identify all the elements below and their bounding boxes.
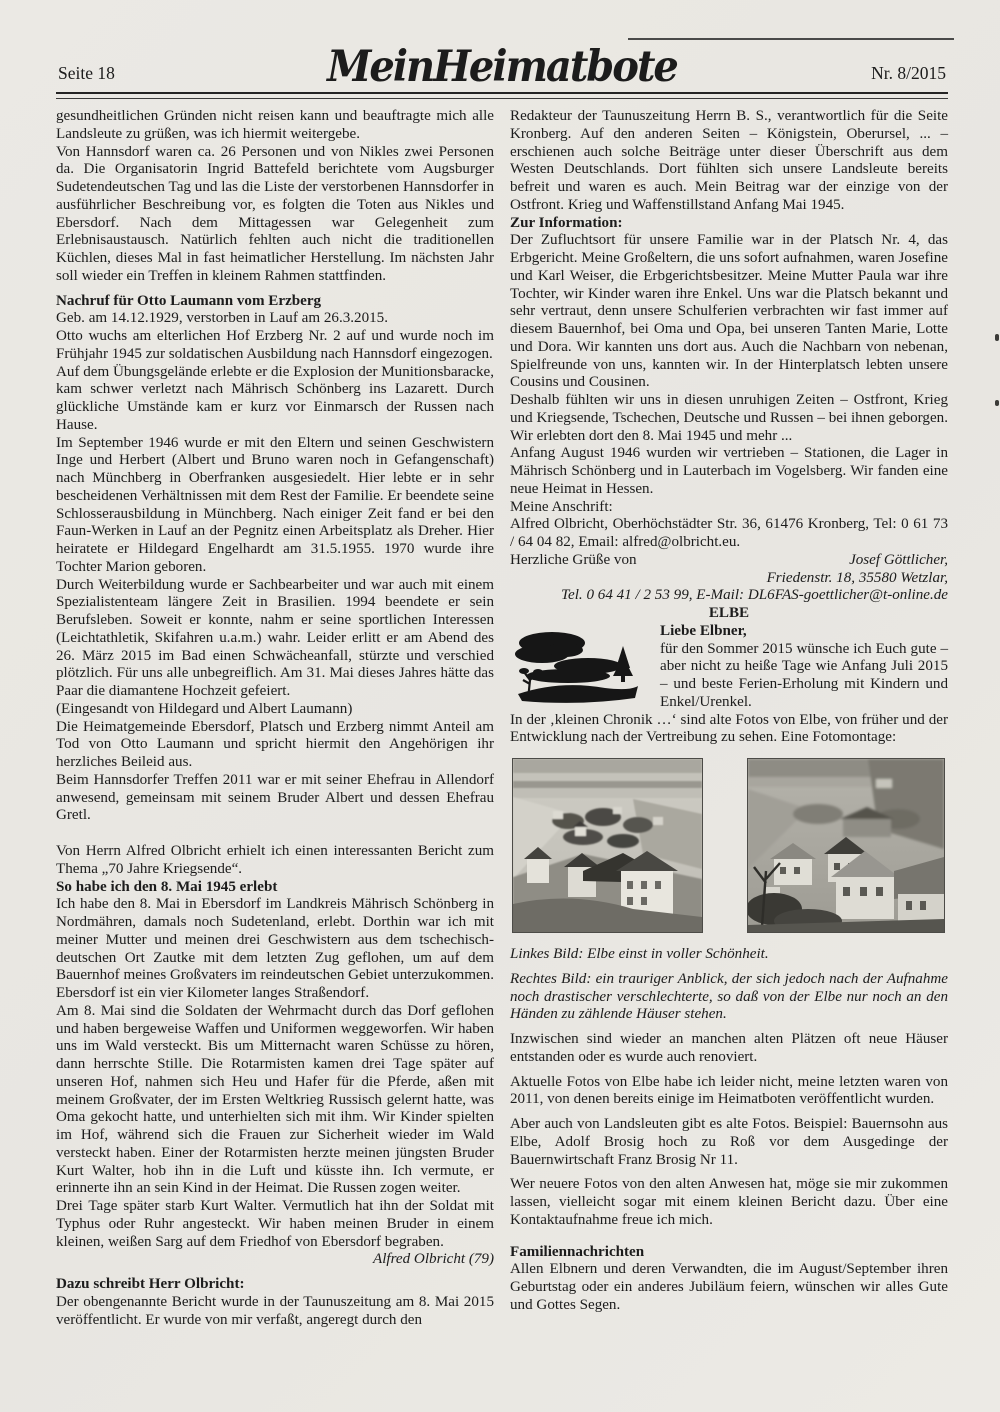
editor-signature: Josef Göttlicher,: [849, 551, 948, 568]
tree-illustration: [510, 628, 647, 706]
paragraph: (Eingesandt von Hildegard und Albert Laumann): [56, 700, 353, 717]
section-heading-mai1945: So habe ich den 8. Mai 1945 erlebt: [56, 878, 278, 895]
masthead-title: MeinHeimatbote: [327, 41, 677, 92]
paragraph: Redakteur der Taunuszeitung Herrn B. S., verantwortlich für die Seite Kronberg. Auf den anderen Seiten – Königstein, Oberursel, ... – erschienen auch solche Beiträge unter dieser Überschrift aus dem Westen Deutschlands. Dort fühlten sich unsere Landsleute bereits befreit und waren es auch. Mein Beitrag war der einzige von der Ostfront. Krieg und Waffenstillstand Anfang Mai 1945.: [510, 108, 948, 213]
photo-caption-right: Rechtes Bild: ein trauriger Anblick, der sich jedoch nach der Aufnahme noch drastischer verschlechterte, so daß von der Elbe nur noch an den Händen zu zählende Häuser stehen.: [510, 970, 948, 1023]
page-header: [56, 30, 948, 92]
scan-speck: [995, 334, 999, 341]
salutation: Liebe Elbner,: [660, 622, 747, 639]
paragraph: Meine Anschrift:: [510, 498, 613, 515]
paragraph: In der ‚kleinen Chronik …‘ sind alte Fotos von Elbe, von früher und der Entwicklung nach der Vertreibung zu sehen. Eine Fotomontage:: [510, 711, 948, 746]
paragraph: Durch Weiterbildung wurde er Sachbearbeiter und war auch mit einem Spezialistenteam längere Zeit in Brasilien. 1994 beendete er sein Berufsleben. Soweit er konnte, nahm er seine sportlichen Interessen (Leichtathletik, Skifahren u.a.m.) wahr. Leider erlitt er am Abend des 26. März 2015 im Bad einen Schwächeanfall, stürzte und verschied plötzlich. Für uns alle unbegreiflich. Am 31. Mai dieses Jahres hätte das Paar die diamantene Hochzeit gefeiert.: [56, 576, 494, 699]
paragraph: Der obengenannte Bericht wurde in der Taunuszeitung am 8. Mai 2015 veröffentlicht. Er wurde von mir verfaßt, angeregt durch den: [56, 1293, 494, 1328]
paragraph: Aber auch von Landsleuten gibt es alte Fotos. Beispiel: Bauernsohn aus Elbe, Adolf Brosig hoch zu Roß vor dem Ausgedinge der Bauernwirtschaft Franz Brosig Nr 11.: [510, 1116, 948, 1168]
paragraph: Ich habe den 8. Mai in Ebersdorf im Landkreis Mährisch Schönberg in Nordmähren, damals noch Sudetenland, erlebt. Dorthin war ich mit meiner Mutter und meinen drei Geschwistern aus dem tschechisch-deutschen Ort Zautke mit dem letzten Zug geflohen, um auf dem Bauernhof meines Großvaters im reindeutschen Gebiet unterzukommen. Ebersdorf ist ein vier Kilometer langes Straßendorf.: [56, 896, 494, 1001]
paragraph: Von Hannsdorf waren ca. 26 Personen und von Nikles zwei Personen da. Die Organisatorin Ingrid Battefeld berichtete vom Augsburger Sudetendeutschen Tag und las die Liste der verstorbenen Hannsdorfer in ausführlicher Beschreibung vor, es folgten die Toten aus Nikles und Ebersdorf. Nach dem Mittagessen war Gelegenheit zum Erlebnisaustausch. Natürlich fehlten auch nicht die traditionellen Küchlen, dieses Mal in fast heimatlicher Herstellung. Im nächsten Jahr soll wieder ein Treffen in kleinem Rahmen stattfinden.: [56, 143, 494, 284]
paragraph: Beim Hannsdorfer Treffen 2011 war er mit seiner Ehefrau in Allendorf anwesend, gemeinsam mit seinem Bruder Albert und dessen Ehefrau Gretl.: [56, 771, 494, 824]
header-rule: [56, 92, 948, 99]
paragraph: Inzwischen sind wieder an manchen alten Plätzen oft neue Häuser entstanden oder es wurde auch renoviert.: [510, 1031, 948, 1065]
section-heading-familiennachrichten: Familiennachrichten: [510, 1243, 645, 1260]
section-heading-elbe: ELBE: [708, 605, 750, 621]
section-heading-dazu: Dazu schreibt Herr Olbricht:: [56, 1276, 245, 1292]
issue-number: Nr. 8/2015: [871, 63, 946, 83]
paragraph: Von Herrn Alfred Olbricht erhielt ich einen interessanten Bericht zum Thema „70 Jahre Kriegsende“.: [56, 843, 494, 877]
paragraph: Am 8. Mai sind die Soldaten der Wehrmacht durch das Dorf geflohen und haben bergeweise Waffen und Uniformen weggeworfen. Wir haben uns im Wald versteckt. Bis um Mitternacht waren Schüsse zu hören, dann herrschte Stille. Die Rotarmisten kamen drei Tage später auf unseren Hof, nahmen sich Heu und Hafer für die Pferde, aßen mit meinem Großvater, der im Ersten Weltkrieg Russisch gelernt hatte, was Oma gekocht hatte, und unterhielten sich mit ihm. Wir Kinder spielten im Hof, während sich die Frauen zur Sicherheit wieder im Wald versteckt haben. Einer der Rotarmisten herzte meinen jüngsten Bruder Kurt Walter, hob ihn in die Luft und küsste ihn. Ich vermute, er erinnerte ihn an sein Kind in der Heimat. Die Russen zogen weiter.: [56, 1002, 494, 1197]
paragraph: Die Heimatgemeinde Ebersdorf, Platsch und Erzberg nimmt Anteil am Tod von Otto Laumann und spricht hiermit den Angehörigen ihr herzliches Beileid aus.: [56, 718, 494, 770]
paragraph: Allen Elbnern und deren Verwandten, die im August/September ihren Geburtstag oder ein anderes Jubiläum feiern, wünschen wir alles Gute und Gottes Segen.: [510, 1261, 948, 1313]
article-columns: [56, 108, 948, 1329]
paragraph: Otto wuchs am elterlichen Hof Erzberg Nr. 2 auf und wurde noch im Frühjahr 1945 zur soldatischen Ausbildung nach Hannsdorf eingezogen.: [56, 328, 494, 362]
right-column: [510, 108, 948, 1329]
closing-line: [510, 552, 948, 570]
paragraph: Wer neuere Fotos von den alten Anwesen hat, möge sie mir zukommen lassen, vielleicht sogar mit einem kleinen Bericht dazu. Über eine Kontaktaufnahme freue ich mich.: [510, 1176, 948, 1228]
paragraph: Im September 1946 wurde er mit den Eltern und seinen Geschwistern Inge und Herbert (Albert und Bruno waren noch in Gefangenschaft) nach Münchberg in Oberfranken ausgesiedelt. Hier lebte er in sehr bescheidenen Verhältnissen mit dem Rest der Familie. Er beendete seine Schlosserausbildung in Münchberg. Nach einiger Zeit fand er bei den Faun-Werken in Lauf an der Pegnitz einen Arbeitsplatz als Dreher. Hier heiratete er Hildegard Engelhardt am 31.5.1955. 1970 wurde ihre Tochter Marion geboren.: [56, 434, 494, 575]
section-heading-information: Zur Information:: [510, 214, 623, 231]
page-number: Seite 18: [58, 63, 115, 83]
author-signature: Alfred Olbricht (79): [372, 1251, 494, 1268]
paragraph: für den Sommer 2015 wünsche ich Euch gute – aber nicht zu heiße Tage wie Anfang Juli 2015 – und beste Ferien-Erholung mit Kindern und Enkel/Urenkel.: [660, 640, 948, 710]
paragraph: Anfang August 1946 wurden wir vertrieben – Stationen, die Lager in Mährisch Schönberg und in Lauterbach im Vogelsberg. Wir fanden eine neue Heimat in Hessen.: [510, 445, 948, 497]
photo-caption-left: Linkes Bild: Elbe einst in voller Schönheit.: [510, 946, 769, 962]
scan-speck: [995, 400, 999, 406]
photo-right: [747, 758, 945, 933]
section-heading-nachruf: Nachruf für Otto Laumann vom Erzberg: [56, 292, 322, 309]
paragraph: gesundheitlichen Gründen nicht reisen kann und beauftragte mich alle Landsleute zu grüßen, was ich hiermit weitergebe.: [56, 108, 494, 142]
closing-text: Herzliche Grüße von: [510, 551, 637, 568]
paragraph: Alfred Olbricht, Oberhöchstädter Str. 36, 61476 Kronberg, Tel: 0 61 73 / 64 04 82, Email: alfred@olbricht.eu.: [510, 516, 948, 550]
editor-contact: Tel. 0 64 41 / 2 53 99, E-Mail: DL6FAS-goettlicher@t-online.de: [561, 587, 948, 604]
paragraph: Drei Tage später starb Kurt Walter. Vermutlich hat ihn der Soldat mit Typhus oder Ruhr angesteckt. Wir haben meinen Bruder in einem kleinen, weißen Sarg auf dem Friedhof von Ebersdorf begraben.: [56, 1198, 494, 1250]
elbe-intro-block: [510, 623, 948, 747]
paragraph: Aktuelle Fotos von Elbe habe ich leider nicht, meine letzten waren von 2011, von denen bereits einige im Heimatboten veröffentlicht wurden.: [510, 1073, 948, 1108]
paragraph: Der Zufluchtsort für unsere Familie war in der Platsch Nr. 4, das Erbgericht. Meine Großeltern, die uns sofort aufnahmen, waren Josefine und Karl Weiser, die Erbgerichtsbesitzer. Meine Mutter Paula war ihre Tochter, wir Kinder waren ihre Enkel. Uns war die Platsch bekannt und sehr vertraut, denn unsere Schulferien verbrachten wir fast immer auf diesem Bauernhof, bei Oma und Opa, bei unseren Tanten Marie, Lotte und Dora. Wir kannten uns dort aus. Auch die Nachbarn von nebenan, Spielfreunde von uns, kannten wir. In der Hinterplatsch lebten unsere Cousins und Cousinen.: [510, 232, 948, 391]
paragraph: Deshalb fühlten wir uns in diesen unruhigen Zeiten – Ostfront, Krieg und Kriegsende, Tschechen, Deutsche und Russen – bei ihnen geborgen. Wir erlebten dort den 8. Mai 1945 und mehr ...: [510, 392, 948, 444]
editor-address: Friedenstr. 18, 35580 Wetzlar,: [766, 569, 948, 586]
paragraph: Geb. am 14.12.1929, verstorben in Lauf am 26.3.2015.: [56, 310, 388, 327]
paragraph: Auf dem Übungsgelände erlebte er die Explosion der Munitionsbaracke, kam schwer verletzt nach Mährisch Schönberg ins Lazarett. Durch glückliche Umstände kam er kurz vor Einmarsch der Russen nach Hause.: [56, 363, 495, 433]
photo-left: [512, 758, 703, 933]
left-column: [56, 108, 494, 1329]
photo-montage: [512, 758, 948, 933]
